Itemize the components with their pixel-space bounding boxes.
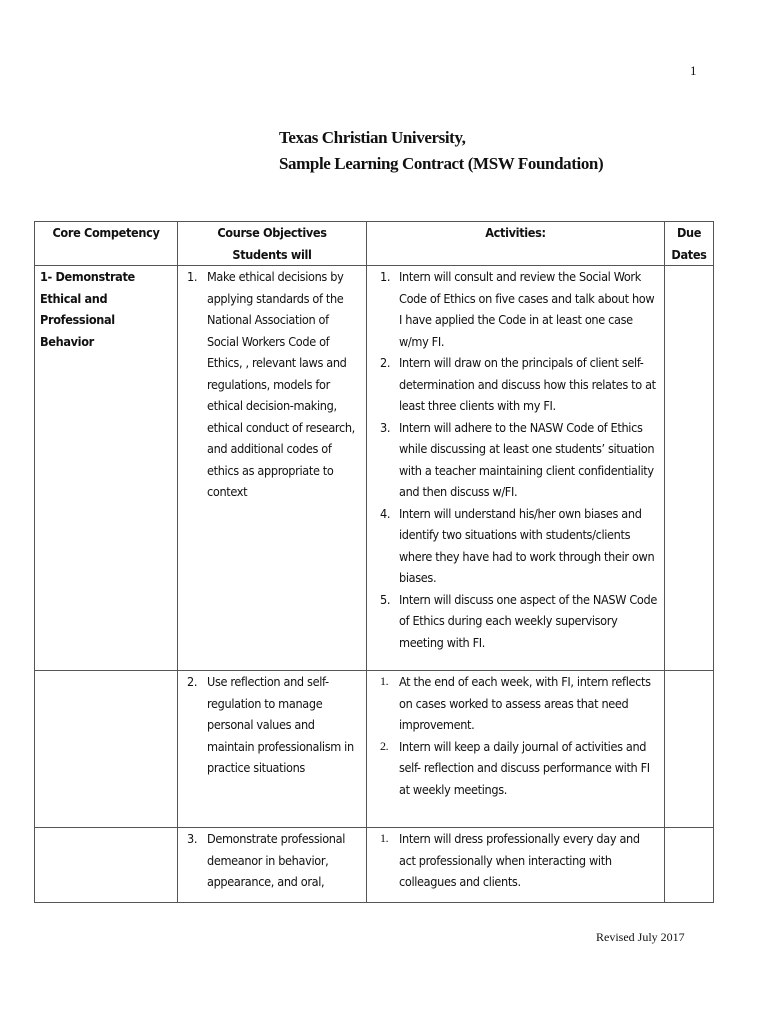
header-due-line2: Dates	[671, 246, 707, 262]
table-row	[35, 266, 714, 671]
activity-number: 1.	[380, 831, 389, 845]
activity-text: Intern will consult and review the Social Work Code of Ethics on five cases and talk about how I have applied the Code in at least one case w/my FI.	[399, 269, 655, 349]
header-course-objectives-line1: Course Objectives	[217, 225, 327, 240]
competency-cell	[35, 671, 178, 828]
header-due-dates	[665, 222, 714, 266]
header-due-line1: Due	[676, 225, 702, 240]
activity-number: 2.	[380, 355, 391, 370]
table-header-row	[35, 222, 714, 266]
objective-item	[183, 828, 361, 893]
objective-text: Use reflection and self-regulation to manage personal values and maintain professionalism in practice situations	[207, 674, 354, 775]
activity-item	[372, 736, 659, 801]
activity-item	[372, 589, 659, 654]
title-line-1: Texas Christian University,	[279, 128, 466, 147]
learning-contract-table	[34, 221, 714, 903]
competency-cell: 1- Demonstrate Ethical and Professional Behavior	[35, 266, 178, 671]
activity-number: 5.	[380, 591, 391, 607]
table-row	[35, 671, 714, 828]
activity-number: 1.	[380, 269, 391, 284]
revised-date: Revised July 2017	[596, 930, 685, 944]
activity-number: 4.	[380, 505, 391, 521]
due-date-cell	[665, 671, 714, 828]
objective-item	[183, 266, 361, 503]
activities-cell	[367, 671, 665, 828]
due-date-cell	[665, 828, 714, 903]
activities-cell	[367, 266, 665, 671]
header-course-objectives-line2: Students will	[232, 246, 312, 262]
activity-text: Intern will discuss one aspect of the NASW Code of Ethics during each weekly supervisory meeting with FI.	[399, 591, 657, 650]
objective-cell	[178, 828, 367, 903]
activity-item	[372, 417, 659, 503]
objective-number: 2.	[187, 674, 198, 689]
objective-item	[183, 671, 361, 779]
activity-item	[372, 266, 659, 352]
document-title	[279, 125, 659, 177]
page-number: 1	[690, 63, 697, 78]
title-line-2: Sample Learning Contract (MSW Foundation)	[279, 154, 604, 173]
objective-number: 3.	[187, 831, 198, 846]
header-activities: Activities:	[367, 222, 665, 266]
activity-text: Intern will dress professionally every day and act professionally when interacting with colleagues and clients.	[399, 831, 640, 889]
header-course-objectives	[178, 222, 367, 266]
objective-number: 1.	[187, 269, 198, 284]
activity-text: Intern will keep a daily journal of activities and self- reflection and discuss performance with FI at weekly meetings.	[399, 738, 650, 797]
activity-item	[372, 828, 659, 893]
activity-number: 1.	[380, 674, 389, 688]
header-core-competency: Core Competency	[35, 222, 178, 266]
activity-text: Intern will draw on the principals of client self-determination and discuss how this relates to at least three clients with my FI.	[399, 355, 656, 413]
activity-item	[372, 671, 659, 736]
objective-cell	[178, 266, 367, 671]
activity-text: Intern will adhere to the NASW Code of Ethics while discussing at least one students’ situation with a teacher maintaining client confidentiality and then discuss w/FI.	[399, 419, 655, 499]
objective-text: Make ethical decisions by applying standards of the National Association of Social Workers Code of Ethics, , relevant laws and regulations, models for ethical decision-making, ethical conduct of research, and additional codes of ethics as appropriate to context	[207, 269, 355, 499]
activity-text: At the end of each week, with FI, intern reflects on cases worked to assess areas that need improvement.	[399, 674, 651, 732]
objective-cell	[178, 671, 367, 828]
competency-cell	[35, 828, 178, 903]
activity-item	[372, 352, 659, 417]
activity-text: Intern will understand his/her own biases and identify two situations with students/clients where they have had to work through their own biases.	[399, 505, 655, 585]
activity-number: 2.	[380, 738, 389, 753]
activities-cell	[367, 828, 665, 903]
due-date-cell	[665, 266, 714, 671]
activity-number: 3.	[380, 419, 391, 435]
activity-item	[372, 503, 659, 589]
table-row	[35, 828, 714, 903]
objective-text: Demonstrate professional demeanor in behavior, appearance, and oral,	[207, 831, 346, 889]
